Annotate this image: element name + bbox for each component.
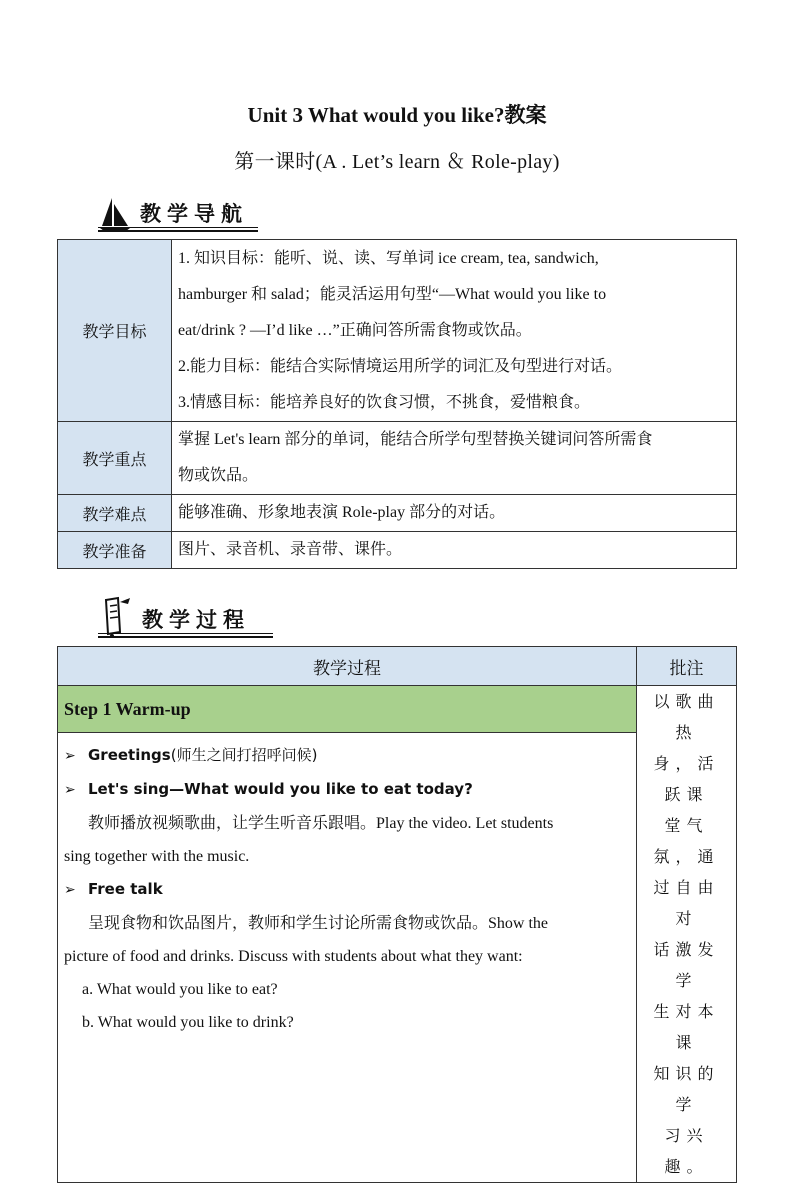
note-line: 生对本课 bbox=[653, 1002, 720, 1052]
table-row bbox=[58, 422, 737, 495]
paragraph: picture of food and drinks. Discuss with students about what they want: bbox=[64, 948, 523, 966]
document-title: Unit 3 What would you like?教案 bbox=[247, 103, 547, 127]
objectives-cell bbox=[172, 240, 737, 422]
greetings-note: (师生之间打招呼问候) bbox=[170, 746, 318, 765]
section-label: 教学导航 bbox=[140, 202, 248, 226]
objectives-label: 教学目标 bbox=[58, 240, 172, 422]
table-row bbox=[58, 495, 737, 532]
key-line: 掌握 Let's learn 部分的单词，能结合所学句型替换关键词问答所需食 bbox=[178, 431, 653, 448]
column-header-notes: 批注 bbox=[637, 647, 737, 686]
key-points-label: 教学重点 bbox=[58, 422, 172, 495]
free-talk-label: Free talk bbox=[88, 880, 163, 899]
key-line: 物或饮品。 bbox=[178, 467, 259, 484]
note-line: 堂气氛，通 bbox=[653, 816, 720, 866]
difficulty-cell: 能够准确、形象地表演 Role-play 部分的对话。 bbox=[172, 495, 737, 532]
divider bbox=[98, 636, 273, 638]
table-row bbox=[58, 532, 737, 569]
table-row bbox=[58, 686, 737, 733]
note-line: 话激发学 bbox=[653, 940, 720, 990]
question-b: b. What would you like to drink? bbox=[82, 1014, 294, 1032]
list-item bbox=[64, 739, 630, 773]
divider bbox=[98, 227, 258, 228]
sing-label: Let's sing—What would you like to eat today? bbox=[88, 780, 473, 799]
key-points-cell bbox=[172, 422, 737, 495]
objective-line: hamburger 和 salad；能灵活运用句型“—What would you like to bbox=[178, 285, 607, 303]
note-line: 习兴趣。 bbox=[664, 1126, 709, 1176]
question-a: a. What would you like to eat? bbox=[82, 981, 278, 999]
step-1-content bbox=[58, 733, 637, 1183]
note-line: 知识的学 bbox=[653, 1064, 720, 1114]
table-row bbox=[58, 733, 737, 1183]
paragraph: sing together with the music. bbox=[64, 848, 250, 866]
note-line: 以歌曲热 bbox=[653, 692, 720, 742]
objective-line: 1. 知识目标：能听、说、读、写单词 ice cream, tea, sandwich, bbox=[178, 249, 599, 267]
step-1-title: Step 1 Warm-up bbox=[58, 686, 637, 733]
notes-cell bbox=[637, 686, 737, 1183]
section-header-teaching-process bbox=[98, 596, 263, 638]
document-subtitle: 第一课时(A . Let’s learn ＆ Role-play) bbox=[234, 151, 560, 173]
list-item bbox=[64, 873, 630, 907]
note-line: 过自由对 bbox=[653, 878, 720, 928]
greetings-label: Greetings bbox=[88, 746, 171, 765]
teaching-nav-table bbox=[57, 239, 737, 569]
teaching-process-table bbox=[57, 646, 737, 1183]
note-line: 身，活跃课 bbox=[653, 754, 720, 804]
objective-line: 3.情感目标：能培养良好的饮食习惯，不挑食，爱惜粮食。 bbox=[178, 393, 591, 411]
section-header-teaching-nav bbox=[98, 190, 248, 232]
paragraph: 教师播放视频歌曲，让学生听音乐跟唱。Play the video. Let students bbox=[88, 815, 554, 833]
pen-character-icon bbox=[98, 596, 134, 638]
preparation-cell: 图片、录音机、录音带、课件。 bbox=[172, 532, 737, 569]
arrow-bullet-icon: ➢ bbox=[64, 882, 76, 899]
preparation-label: 教学准备 bbox=[58, 532, 172, 569]
section-label: 教学过程 bbox=[142, 608, 250, 632]
divider bbox=[98, 230, 258, 232]
difficulty-label: 教学难点 bbox=[58, 495, 172, 532]
table-header-row bbox=[58, 647, 737, 686]
arrow-bullet-icon: ➢ bbox=[64, 748, 76, 765]
objective-line: 2.能力目标：能结合实际情境运用所学的词汇及句型进行对话。 bbox=[178, 357, 623, 375]
divider bbox=[98, 633, 273, 634]
column-header-process: 教学过程 bbox=[58, 647, 637, 686]
objective-line: eat/drink ? —I’d like …”正确问答所需食物或饮品。 bbox=[178, 321, 532, 339]
arrow-bullet-icon: ➢ bbox=[64, 782, 76, 799]
list-item bbox=[64, 773, 630, 807]
paragraph: 呈现食物和饮品图片，教师和学生讨论所需食物或饮品。Show the bbox=[88, 915, 549, 933]
table-row bbox=[58, 240, 737, 422]
